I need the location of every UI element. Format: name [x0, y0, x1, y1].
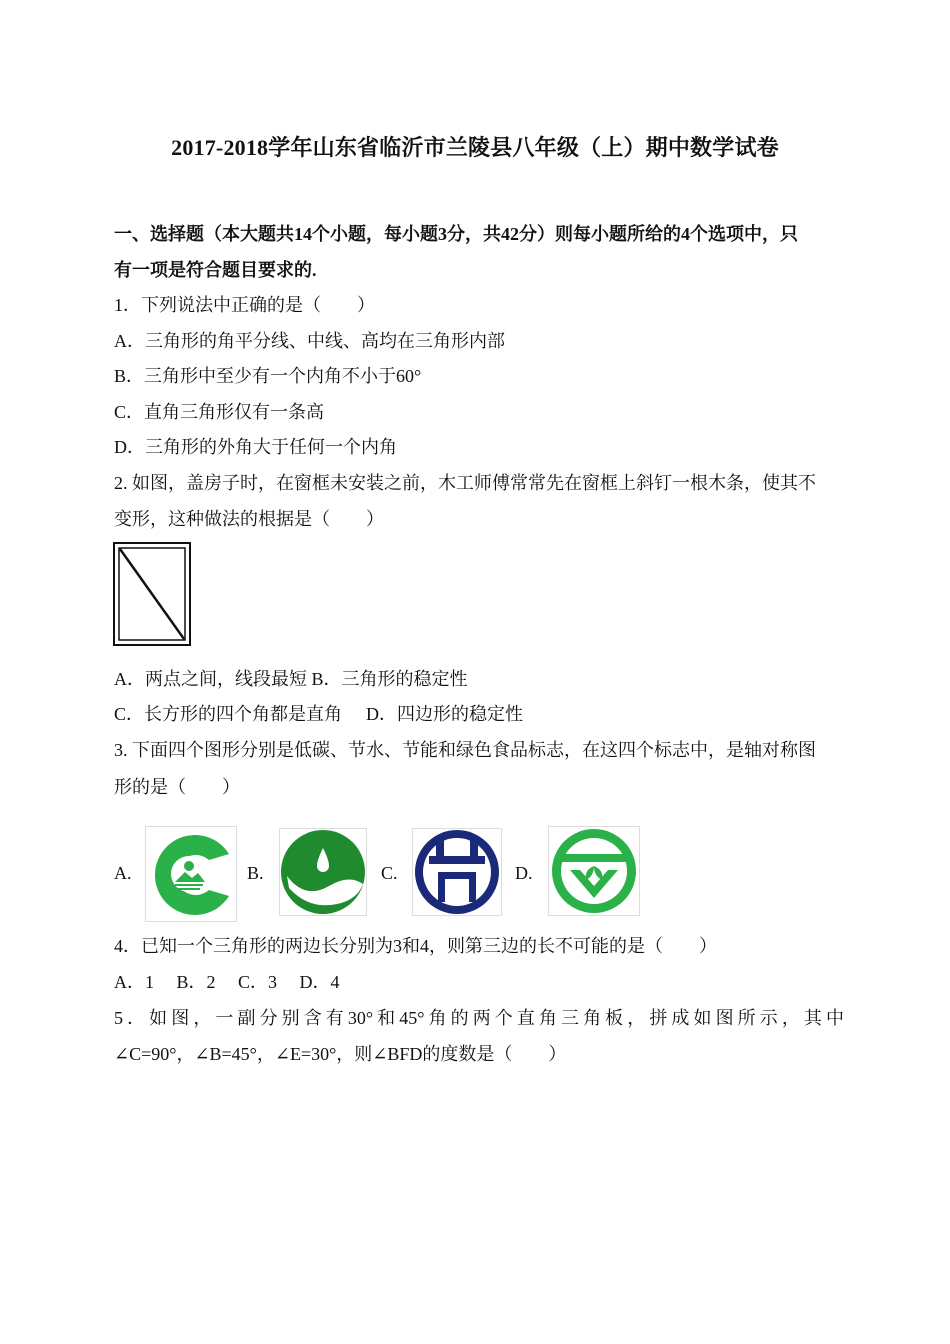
q1-option-a: A．三角形的角平分线、中线、高均在三角形内部 — [114, 331, 505, 351]
green-food-logo-icon — [548, 826, 640, 921]
water-saving-logo-icon — [279, 828, 367, 921]
energy-saving-logo-icon — [412, 828, 502, 921]
q4-options: A．1 B．2 C．3 D．4 — [114, 972, 340, 992]
q1-option-c: C．直角三角形仅有一条高 — [114, 402, 325, 422]
q3-label-b: B. — [247, 863, 264, 883]
q2-option-c: C．长方形的四个角都是直角 — [114, 704, 343, 724]
q1-stem: 1．下列说法中正确的是（ ） — [114, 295, 375, 315]
window-frame-figure — [113, 542, 191, 646]
q2-options-cd — [114, 702, 844, 726]
q2-options-ab: A．两点之间，线段最短 B．三角形的稳定性 — [114, 669, 468, 689]
q3-stem-line2: 形的是（ ） — [114, 777, 240, 797]
q3-label-d: D. — [515, 863, 533, 883]
page-title: 2017-2018学年山东省临沂市兰陵县八年级（上）期中数学试卷 — [171, 135, 779, 160]
low-carbon-logo-icon — [145, 826, 237, 927]
section-heading-line1: 一、选择题（本大题共14个小题，每小题3分，共42分）则每小题所给的4个选项中，只 — [114, 224, 798, 244]
q4-stem: 4．已知一个三角形的两边长分别为3和4，则第三边的长不可能的是（ ） — [114, 936, 717, 956]
q1-option-b: B．三角形中至少有一个内角不小于60° — [114, 366, 422, 386]
q2-stem-line1: 2. 如图，盖房子时，在窗框未安装之前，木工师傅常常先在窗框上斜钉一根木条，使其不 — [114, 473, 816, 493]
q5-stem-line2: ∠C=90°，∠B=45°，∠E=30°，则∠BFD的度数是（ ） — [114, 1044, 567, 1064]
q2-option-d: D．四边形的稳定性 — [366, 704, 524, 724]
q3-stem-line1: 3. 下面四个图形分别是低碳、节水、节能和绿色食品标志，在这四个标志中，是轴对称图 — [114, 740, 816, 760]
section-heading-line2: 有一项是符合题目要求的. — [114, 260, 317, 280]
q1-option-d: D．三角形的外角大于任何一个内角 — [114, 437, 397, 457]
q2-stem-line2: 变形，这种做法的根据是（ ） — [114, 509, 384, 529]
q3-label-c: C. — [381, 863, 398, 883]
q5-stem-line1: 5．如图，一副分别含有30°和45°角的两个直角三角板，拼成如图所示，其中 — [114, 1008, 844, 1028]
q3-label-a: A. — [114, 863, 132, 883]
